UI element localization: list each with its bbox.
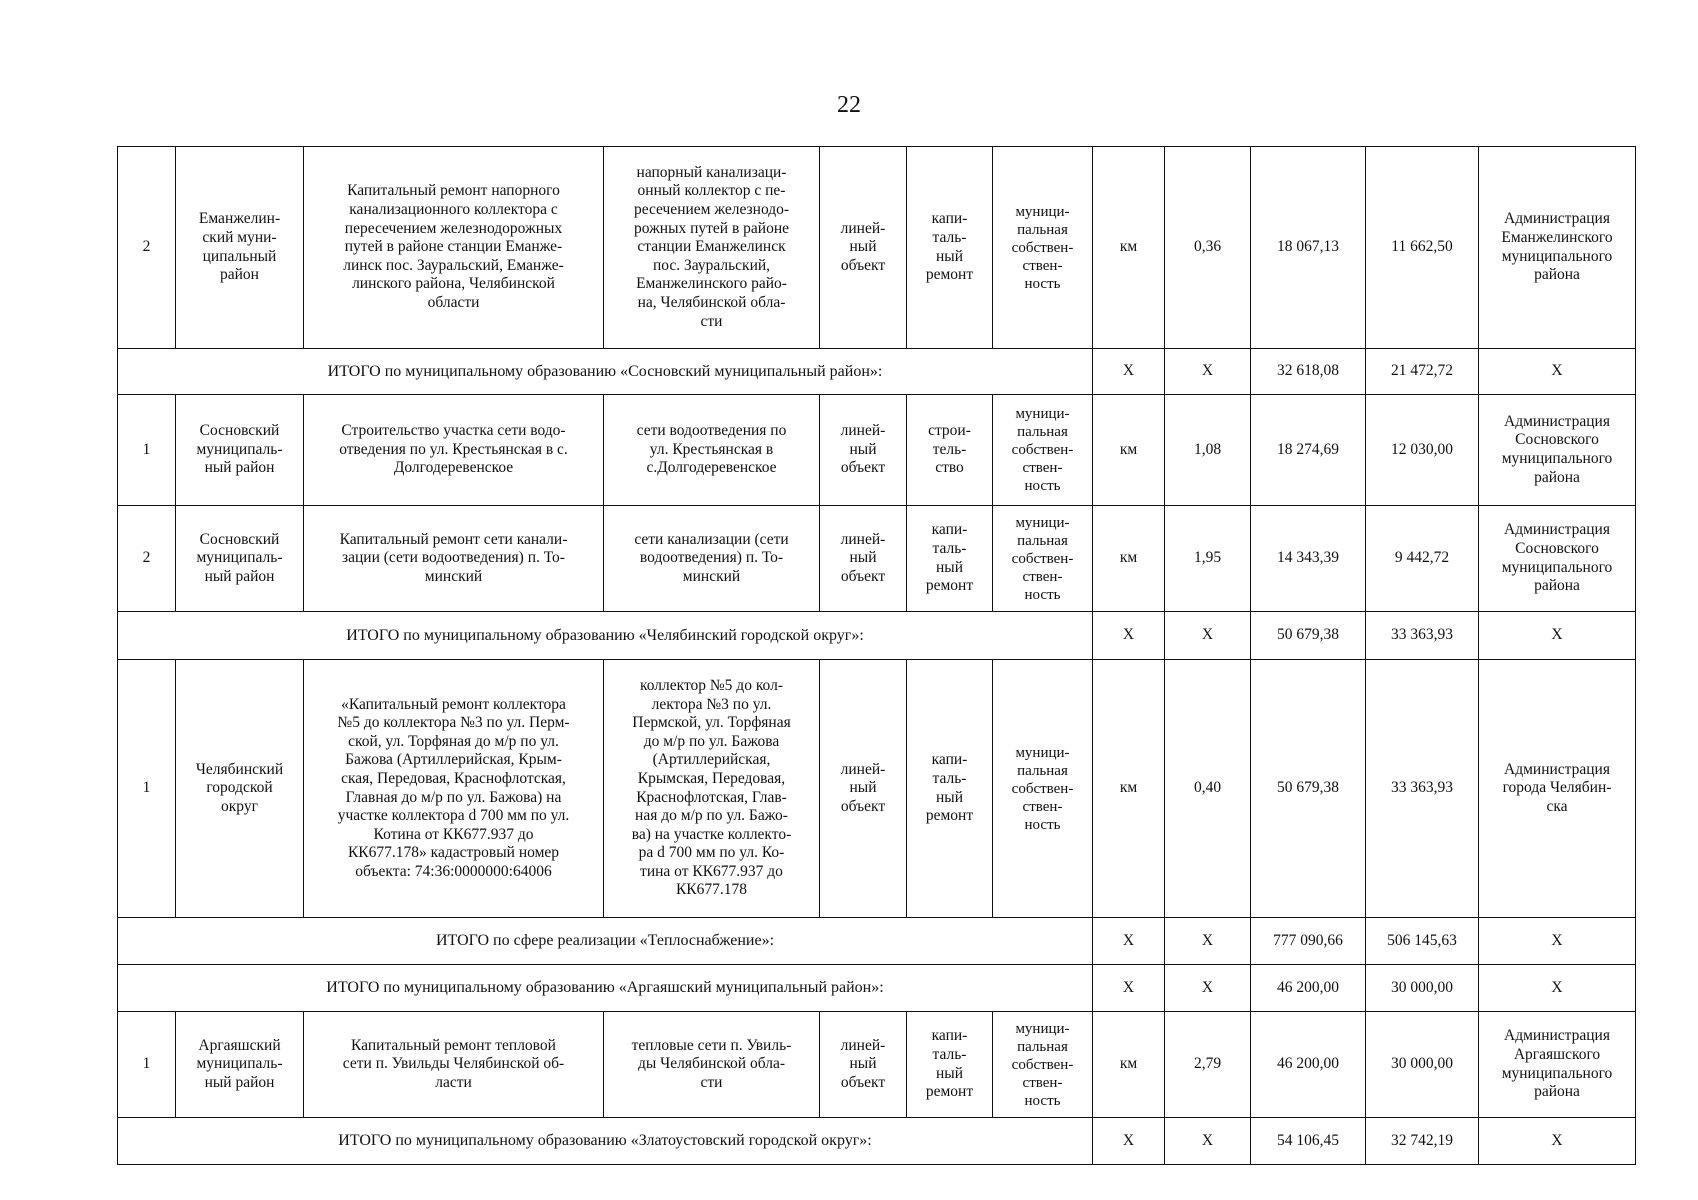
cost-total-cell: 18 274,69	[1251, 395, 1366, 506]
object-type-cell: линей- ный объект	[820, 506, 907, 612]
cost-total-cell: 50 679,38	[1251, 612, 1366, 660]
row-number: 1	[118, 395, 176, 506]
customer-cell: Администрация Сосновского муниципального района	[1479, 395, 1636, 506]
customer-cell: X	[1479, 349, 1636, 395]
cost-subsidy-cell: 11 662,50	[1366, 147, 1479, 349]
cost-subsidy-cell: 33 363,93	[1366, 660, 1479, 918]
municipality-cell: Сосновский муниципаль- ный район	[176, 395, 304, 506]
table-row	[118, 147, 1636, 349]
quantity-cell: X	[1165, 349, 1251, 395]
ownership-cell: муници- пальная собствен- ствен- ность	[993, 147, 1093, 349]
quantity-cell: 0,40	[1165, 660, 1251, 918]
quantity-cell: X	[1165, 918, 1251, 965]
page-number: 22	[837, 92, 861, 118]
cost-total-cell: 46 200,00	[1251, 1012, 1366, 1118]
customer-cell: X	[1479, 612, 1636, 660]
customer-cell: Администрация Аргаяшского муниципального района	[1479, 1012, 1636, 1118]
quantity-cell: X	[1165, 965, 1251, 1012]
object-type-cell: линей- ный объект	[820, 660, 907, 918]
municipality-cell: Аргаяшский муниципаль- ный район	[176, 1012, 304, 1118]
quantity-cell: 0,36	[1165, 147, 1251, 349]
table-row	[118, 1012, 1636, 1118]
unit-cell: X	[1093, 1118, 1165, 1165]
quantity-cell: 2,79	[1165, 1012, 1251, 1118]
cost-subsidy-cell: 33 363,93	[1366, 612, 1479, 660]
total-label: ИТОГО по муниципальному образованию «Челябинский городской округ»:	[118, 612, 1093, 660]
unit-cell: км	[1093, 395, 1165, 506]
total-label: ИТОГО по муниципальному образованию «Сосновский муниципальный район»:	[118, 349, 1093, 395]
municipality-cell: Сосновский муниципаль- ный район	[176, 506, 304, 612]
work-description-cell: Строительство участка сети водо- отведения по ул. Крестьянская в с. Долгодеревенское	[304, 395, 604, 506]
work-type-cell: строи- тель- ство	[907, 395, 993, 506]
ownership-cell: муници- пальная собствен- ствен- ность	[993, 506, 1093, 612]
cost-subsidy-cell: 506 145,63	[1366, 918, 1479, 965]
cost-total-cell: 46 200,00	[1251, 965, 1366, 1012]
row-number: 2	[118, 147, 176, 349]
quantity-cell: 1,08	[1165, 395, 1251, 506]
unit-cell: км	[1093, 147, 1165, 349]
quantity-cell: X	[1165, 1118, 1251, 1165]
cost-subsidy-cell: 9 442,72	[1366, 506, 1479, 612]
cost-subsidy-cell: 32 742,19	[1366, 1118, 1479, 1165]
cost-subsidy-cell: 30 000,00	[1366, 965, 1479, 1012]
customer-cell: Администрация Еманжелинского муниципального района	[1479, 147, 1636, 349]
municipality-cell: Еманжелин- ский муни- ципальный район	[176, 147, 304, 349]
cost-total-cell: 50 679,38	[1251, 660, 1366, 918]
object-type-cell: линей- ный объект	[820, 147, 907, 349]
total-row	[118, 349, 1636, 395]
cost-total-cell: 32 618,08	[1251, 349, 1366, 395]
work-type-cell: капи- таль- ный ремонт	[907, 660, 993, 918]
quantity-cell: X	[1165, 612, 1251, 660]
unit-cell: X	[1093, 918, 1165, 965]
municipality-cell: Челябинский городской округ	[176, 660, 304, 918]
object-name-cell: напорный канализаци- онный коллектор с пе- ресечением железнодо- рожных путей в районе станции Еманжелинск пос. Зауральский, Еманжелинского райо- на, Челябинской обла- сти	[604, 147, 820, 349]
cost-total-cell: 54 106,45	[1251, 1118, 1366, 1165]
cost-subsidy-cell: 21 472,72	[1366, 349, 1479, 395]
total-row	[118, 918, 1636, 965]
unit-cell: км	[1093, 1012, 1165, 1118]
cost-total-cell: 14 343,39	[1251, 506, 1366, 612]
work-type-cell: капи- таль- ный ремонт	[907, 147, 993, 349]
total-row	[118, 965, 1636, 1012]
customer-cell: Администрация города Челябин- ска	[1479, 660, 1636, 918]
cost-total-cell: 777 090,66	[1251, 918, 1366, 965]
work-description-cell: Капитальный ремонт тепловой сети п. Увильды Челябинской об- ласти	[304, 1012, 604, 1118]
object-type-cell: линей- ный объект	[820, 1012, 907, 1118]
unit-cell: X	[1093, 612, 1165, 660]
cost-total-cell: 18 067,13	[1251, 147, 1366, 349]
customer-cell: X	[1479, 918, 1636, 965]
total-label: ИТОГО по муниципальному образованию «Златоустовский городской округ»:	[118, 1118, 1093, 1165]
total-label: ИТОГО по сфере реализации «Теплоснабжение»:	[118, 918, 1093, 965]
cost-subsidy-cell: 12 030,00	[1366, 395, 1479, 506]
customer-cell: X	[1479, 965, 1636, 1012]
objects-table	[117, 146, 1636, 1165]
object-name-cell: тепловые сети п. Увиль- ды Челябинской обла- сти	[604, 1012, 820, 1118]
total-label: ИТОГО по муниципальному образованию «Аргаяшский муниципальный район»:	[118, 965, 1093, 1012]
object-name-cell: сети водоотведения по ул. Крестьянская в с.Долгодеревенское	[604, 395, 820, 506]
table-row	[118, 395, 1636, 506]
row-number: 2	[118, 506, 176, 612]
work-description-cell: Капитальный ремонт напорного канализационного коллектора с пересечением железнодорожных путей в районе станции Еманже- линск пос. Зауральский, Еманже- линского района, Челябинской области	[304, 147, 604, 349]
cost-subsidy-cell: 30 000,00	[1366, 1012, 1479, 1118]
quantity-cell: 1,95	[1165, 506, 1251, 612]
object-name-cell: коллектор №5 до кол- лектора №3 по ул. Пермской, ул. Торфяная до м/р по ул. Бажова (Артиллерийская, Крымская, Передовая, Краснофлотская, Глав- ная до м/р по ул. Бажо- ва) на участке коллекто- ра d 700 мм по ул. Ко- тина от КК677.937 до КК677.178	[604, 660, 820, 918]
work-type-cell: капи- таль- ный ремонт	[907, 1012, 993, 1118]
ownership-cell: муници- пальная собствен- ствен- ность	[993, 395, 1093, 506]
row-number: 1	[118, 1012, 176, 1118]
total-row	[118, 1118, 1636, 1165]
row-number: 1	[118, 660, 176, 918]
object-name-cell: сети канализации (сети водоотведения) п. То- минский	[604, 506, 820, 612]
unit-cell: X	[1093, 965, 1165, 1012]
unit-cell: км	[1093, 506, 1165, 612]
work-description-cell: Капитальный ремонт сети канали- зации (сети водоотведения) п. То- минский	[304, 506, 604, 612]
ownership-cell: муници- пальная собствен- ствен- ность	[993, 1012, 1093, 1118]
unit-cell: км	[1093, 660, 1165, 918]
ownership-cell: муници- пальная собствен- ствен- ность	[993, 660, 1093, 918]
customer-cell: Администрация Сосновского муниципального района	[1479, 506, 1636, 612]
customer-cell: X	[1479, 1118, 1636, 1165]
table-row	[118, 660, 1636, 918]
unit-cell: X	[1093, 349, 1165, 395]
object-type-cell: линей- ный объект	[820, 395, 907, 506]
work-type-cell: капи- таль- ный ремонт	[907, 506, 993, 612]
work-description-cell: «Капитальный ремонт коллектора №5 до коллектора №3 по ул. Перм- ской, ул. Торфяная до м/р по ул. Бажова (Артиллерийская, Крым- ская, Передовая, Краснофлотская, Главная до м/р по ул. Бажова) на участке коллектора d 700 мм по ул. Котина от КК677.937 до КК677.178» кадастровый номер объекта: 74:36:0000000:64006	[304, 660, 604, 918]
total-row	[118, 612, 1636, 660]
table-row	[118, 506, 1636, 612]
